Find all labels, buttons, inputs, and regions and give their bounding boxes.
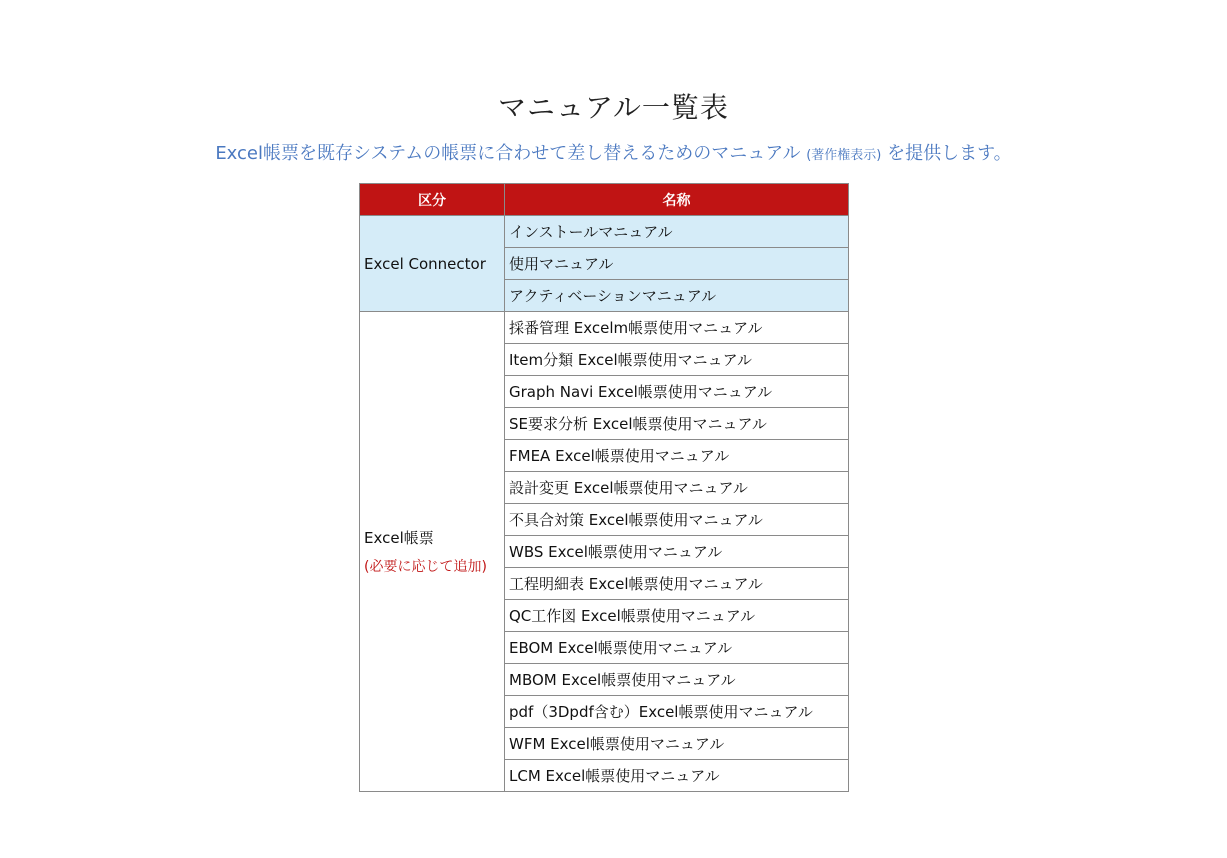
manual-name-cell[interactable]: 採番管理 Excelm帳票使用マニュアル: [505, 312, 849, 344]
manual-name-cell[interactable]: WFM Excel帳票使用マニュアル: [505, 728, 849, 760]
manual-name-cell[interactable]: pdf（3Dpdf含む）Excel帳票使用マニュアル: [505, 696, 849, 728]
manual-list-table: [359, 183, 849, 792]
page-title: マニュアル一覧表: [498, 91, 729, 124]
subtitle-end: を提供します。: [887, 143, 1012, 164]
manual-name-cell[interactable]: EBOM Excel帳票使用マニュアル: [505, 632, 849, 664]
header-name: 名称: [505, 184, 849, 216]
manual-name-cell[interactable]: MBOM Excel帳票使用マニュアル: [505, 664, 849, 696]
category-label: Excel Connector: [364, 254, 486, 273]
subtitle-copyright-note: (著作権表示): [806, 148, 882, 163]
manual-name-cell[interactable]: 使用マニュアル: [505, 248, 849, 280]
manual-name-cell[interactable]: 設計変更 Excel帳票使用マニュアル: [505, 472, 849, 504]
manual-name-cell[interactable]: LCM Excel帳票使用マニュアル: [505, 760, 849, 792]
table-row: [360, 216, 849, 248]
manual-name-cell[interactable]: SE要求分析 Excel帳票使用マニュアル: [505, 408, 849, 440]
manual-name-cell[interactable]: 不具合対策 Excel帳票使用マニュアル: [505, 504, 849, 536]
table-row: [360, 312, 849, 344]
manual-name-cell[interactable]: Graph Navi Excel帳票使用マニュアル: [505, 376, 849, 408]
category-note: (必要に応じて追加): [364, 559, 487, 575]
subtitle-main: Excel帳票を既存システムの帳票に合わせて差し替えるためのマニュアル: [215, 143, 801, 164]
manual-name-cell[interactable]: インストールマニュアル: [505, 216, 849, 248]
manual-name-cell[interactable]: 工程明細表 Excel帳票使用マニュアル: [505, 568, 849, 600]
manual-name-cell[interactable]: WBS Excel帳票使用マニュアル: [505, 536, 849, 568]
category-label: Excel帳票: [364, 529, 434, 547]
manual-name-cell[interactable]: QC工作図 Excel帳票使用マニュアル: [505, 600, 849, 632]
category-cell-excel-forms: [360, 312, 505, 792]
table-header-row: [360, 184, 849, 216]
manual-name-cell[interactable]: Item分類 Excel帳票使用マニュアル: [505, 344, 849, 376]
category-cell-excel-connector: [360, 216, 505, 312]
manual-name-cell[interactable]: FMEA Excel帳票使用マニュアル: [505, 440, 849, 472]
manual-name-cell[interactable]: アクティベーションマニュアル: [505, 280, 849, 312]
page-subtitle: [0, 139, 1227, 165]
header-category: 区分: [360, 184, 505, 216]
